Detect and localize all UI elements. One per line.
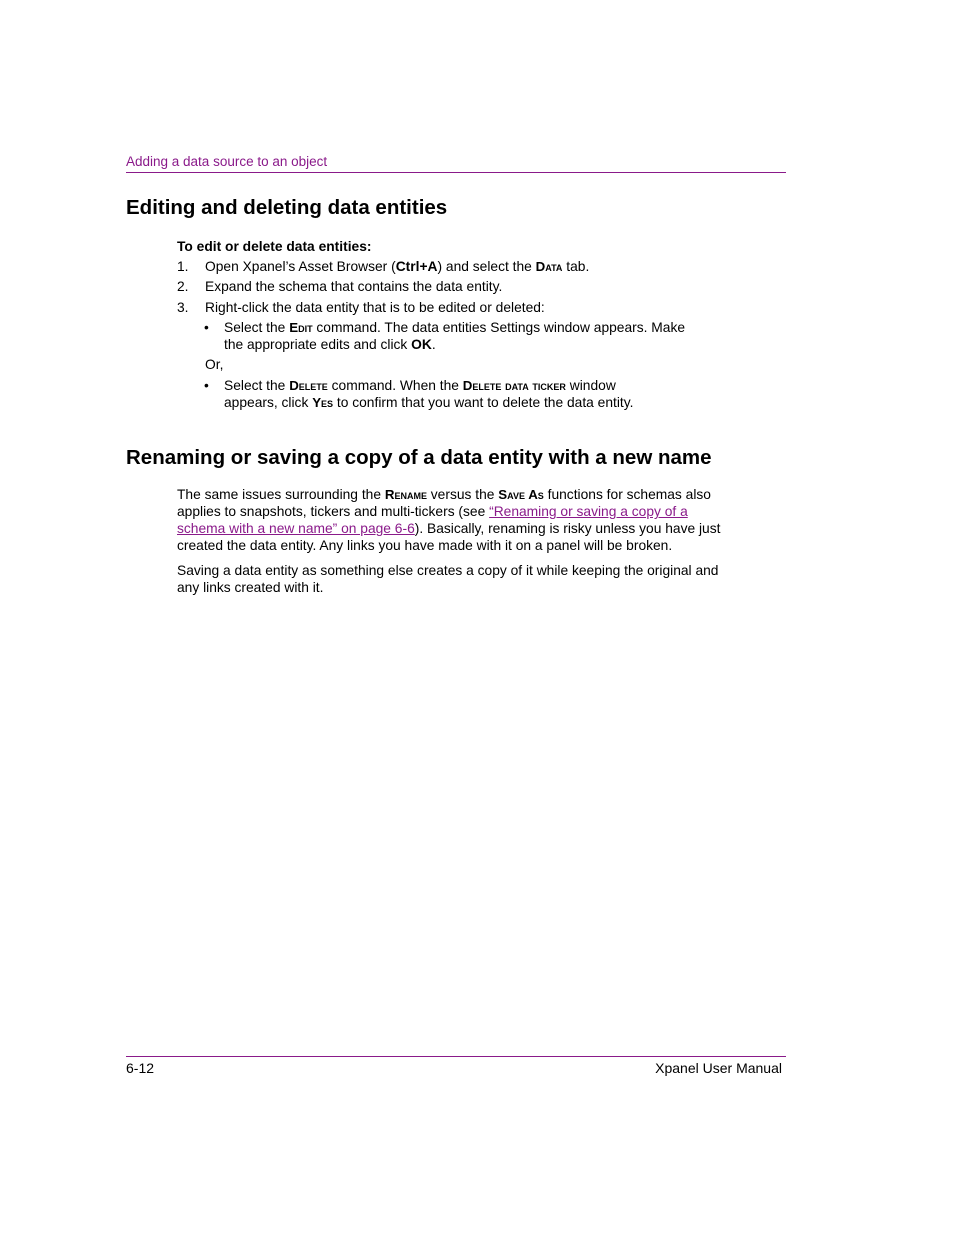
bullet-icon: • bbox=[204, 320, 209, 335]
cross-reference-link-continued[interactable]: schema with a new name” on page 6-6 bbox=[177, 521, 415, 536]
ui-label-delete: Delete bbox=[289, 378, 328, 393]
running-header: Adding a data source to an object bbox=[126, 154, 328, 169]
bullet-edit-line1: Select the Edit command. The data entities Settings window appears. Make bbox=[224, 320, 686, 335]
paragraph-2-line-1: Saving a data entity as something else creates a copy of it while keeping the original and bbox=[177, 563, 719, 578]
procedure-title: To edit or delete data entities: bbox=[177, 239, 372, 254]
footer-rule bbox=[126, 1056, 786, 1057]
paragraph-1-line-2: applies to snapshots, tickers and multi-tickers (see “Renaming or saving a copy of a bbox=[177, 504, 688, 519]
ui-label-rename: Rename bbox=[384, 487, 427, 502]
bullet-icon: • bbox=[204, 378, 209, 393]
paragraph-1-line-3: schema with a new name” on page 6-6). Basically, renaming is risky unless you have just bbox=[177, 521, 721, 536]
ui-label-ok: OK bbox=[411, 337, 432, 352]
step-text: Right-click the data entity that is to be edited or deleted: bbox=[205, 300, 545, 315]
paragraph-2-line-2: any links created with it. bbox=[177, 580, 324, 595]
ui-label-data-tab: Data bbox=[535, 259, 563, 274]
step-number: 3. bbox=[177, 300, 189, 315]
header-rule bbox=[126, 172, 786, 173]
bullet-edit-line2: the appropriate edits and click OK. bbox=[224, 337, 436, 352]
ui-label-edit: Edit bbox=[289, 320, 313, 335]
paragraph-1-line-1: The same issues surrounding the Rename versus the Save As functions for schemas also bbox=[177, 487, 711, 502]
section-heading-editing: Editing and deleting data entities bbox=[126, 196, 448, 219]
page-number: 6-12 bbox=[126, 1060, 155, 1076]
bullet-delete-line1: Select the Delete command. When the Delete data ticker window bbox=[224, 378, 616, 393]
bullet-delete-line2: appears, click Yes to confirm that you want to delete the data entity. bbox=[224, 395, 634, 410]
step-number: 1. bbox=[177, 259, 189, 274]
cross-reference-link[interactable]: “Renaming or saving a copy of a bbox=[489, 504, 688, 519]
shortcut-key: Ctrl+A bbox=[395, 259, 438, 274]
or-text: Or, bbox=[205, 357, 224, 372]
step-text: Expand the schema that contains the data entity. bbox=[205, 279, 503, 294]
ui-label-save-as: Save As bbox=[498, 487, 544, 502]
section-heading-renaming: Renaming or saving a copy of a data entity with a new name bbox=[126, 446, 712, 469]
step-number: 2. bbox=[177, 279, 189, 294]
paragraph-1-line-4: created the data entity. Any links you have made with it on a panel will be broken. bbox=[177, 538, 673, 553]
step-text: Open Xpanel’s Asset Browser (Ctrl+A) and select the Data tab. bbox=[205, 259, 590, 274]
ui-label-delete-data-ticker: Delete data ticker bbox=[462, 378, 566, 393]
ui-label-yes: Yes bbox=[312, 395, 334, 410]
manual-title: Xpanel User Manual bbox=[655, 1060, 782, 1076]
